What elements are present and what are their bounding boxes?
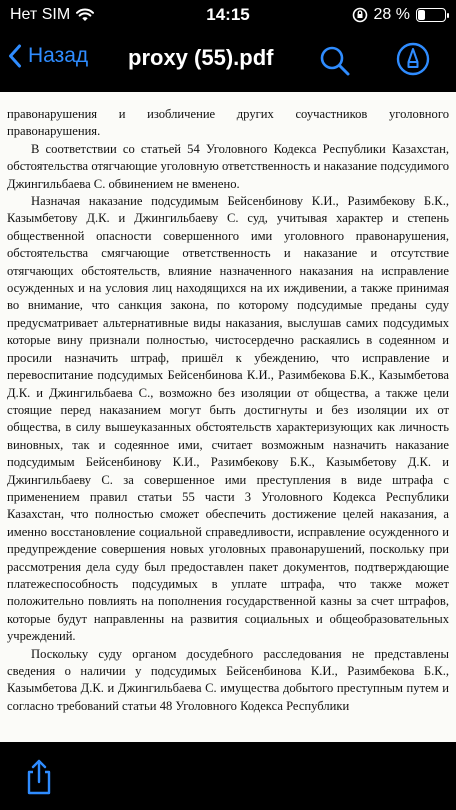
carrier-label: Нет SIM [10, 6, 71, 23]
paragraph-4: Поскольку суду органом досудебного расследования не представлены сведения о наличии у подсудимых Бейсенбинова К.И., Разимбекова Б.К., Казымбетова Д.К. и Джингильбаева С. имущества добытого преступным путем и согласно требований статьи 48 Уголовного Кодекса Республики [7, 646, 449, 713]
navigation-bar [0, 30, 456, 92]
paragraph-1: правонарушения и изобличение других соучастников уголовного правонарушения. [7, 107, 449, 139]
markup-pen-icon [396, 42, 430, 76]
share-button[interactable] [22, 758, 56, 796]
search-icon [318, 44, 352, 78]
chevron-left-icon [8, 44, 22, 68]
search-button[interactable] [318, 44, 352, 78]
clock: 14:15 [206, 5, 250, 24]
paragraph-2: В соответствии со статьей 54 Уголовного Кодекса Республики Казахстан, обстоятельства отягчающие уголовную ответственность и наказание подсудимого Джингильбаева С. обвинением не вменено. [7, 141, 449, 191]
status-bar [0, 0, 456, 30]
orientation-lock-icon [352, 7, 368, 23]
markup-button[interactable] [396, 42, 430, 76]
battery-icon [416, 8, 446, 22]
back-button[interactable] [8, 44, 88, 68]
bottom-toolbar [0, 742, 456, 810]
paragraph-3: Назначая наказание подсудимым Бейсенбинову К.И., Разимбекову Б.К., Казымбетову Д.К. и Джингильбаеву С. суд, учитывая характер и степень общественной опасности совершенного ими уголовного правонарушения, обстоятельства смягчающие ответственность и наказание и отсутствие отягчающих обстоятельств, влияние назначенного наказания на исправление осужденных и на условия лиц находящихся на их иждивении, а также принимая во внимание, что санкция закона, по которому подсудимые преданы суду предусматривает альтернативные виды наказания, выслушав самих подсудимых которые вину признали полностью, чистосердечно раскаялись в содеянном и просили назначить штраф, пришёл к убеждению, что исправление и перевоспитание подсудимых Бейсенбинова К.И., Разимбекова Б.К., Казымбетова Д.К. и Джингильбаева С., возможно без изоляции от общества, а также цели стоящие перед наказанием могут быть достигнуты и без изоляции их от общества, в силу вышеуказанных обстоятельств характеризующих как личность виновных, так и содеянное ими, считает возможным назначить наказание подсудимым Бейсенбинову К.И., Разимбекову Б.К., Казымбетову Д.К. и Джингильбаеву С. за совершенное ими преступления в виде штрафа с применением правил статьи 55 части 3 Уголовного Кодекса Республики Казахстан, что полностью сможет обеспечить достижение целей наказания, а именно восстановление социальной справедливости, исправление осужденного и предупреждение совершения новых уголовных правонарушений, поскольку при рассмотрения дела суду был предоставлен пакет документов, подтверждающие платежеспособность подсудимых в уплате штрафа, что также может положительно повлиять на пополнения государственной казны за счет штрафов, которые будут направленны на развития социальных и общеобразовательных учреждений. [7, 194, 449, 644]
status-right-group [352, 6, 446, 24]
battery-fill [418, 10, 425, 20]
battery-percent: 28 % [373, 6, 410, 23]
pdf-page[interactable] [0, 92, 456, 742]
document-title: proxy (55).pdf [128, 45, 274, 70]
document-body [0, 92, 456, 715]
back-label: Назад [28, 44, 89, 67]
share-icon [22, 758, 56, 796]
